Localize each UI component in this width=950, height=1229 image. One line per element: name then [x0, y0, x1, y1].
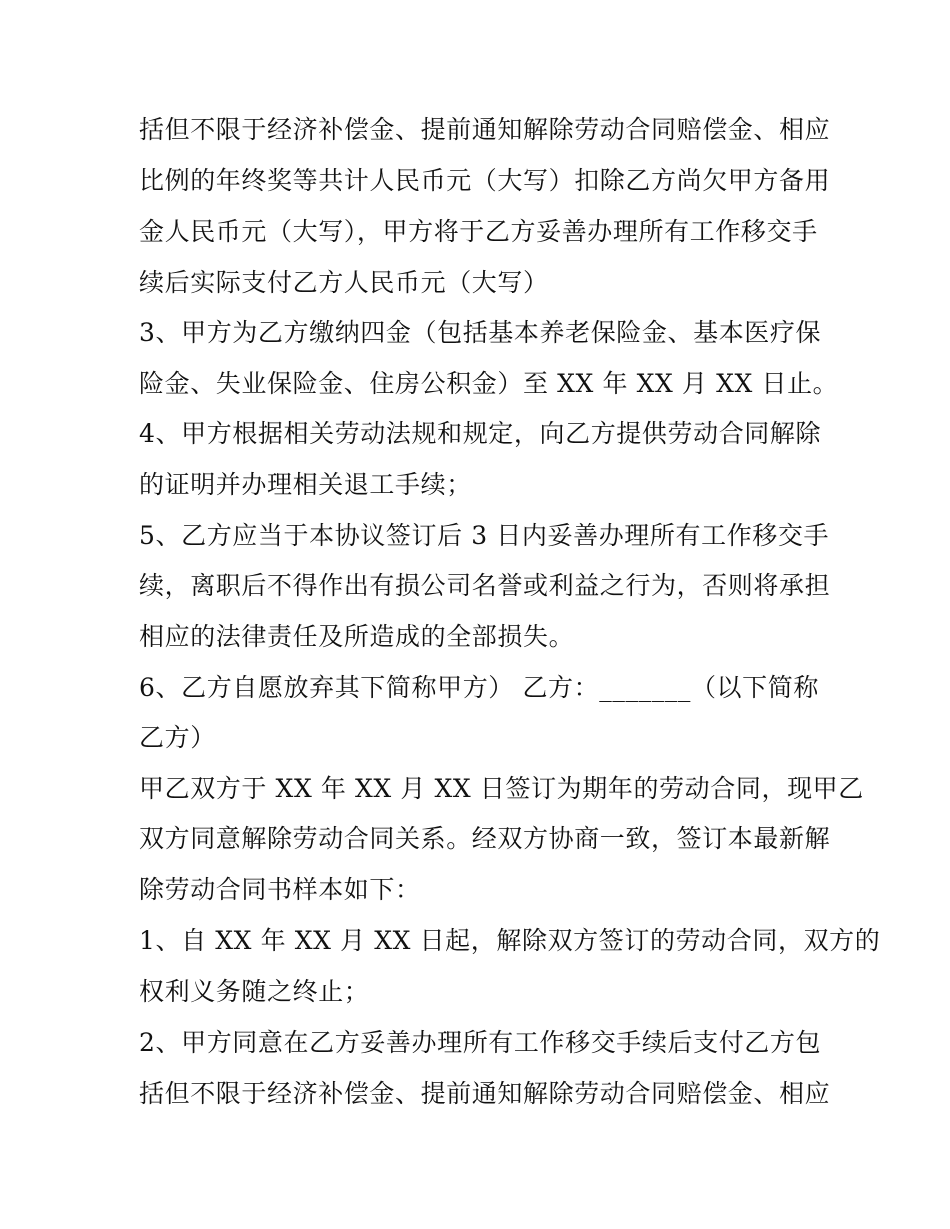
text-line: 险金、失业保险金、住房公积金）至 XX 年 XX 月 XX 日止。 — [139, 369, 839, 398]
text-line: 双方同意解除劳动合同关系。经双方协商一致，签订本最新解 — [139, 824, 831, 853]
text-line: 6、乙方自愿放弃其下简称甲方） 乙方：_______（以下简称 — [139, 673, 819, 702]
text-line: 除劳动合同书样本如下： — [139, 875, 421, 904]
text-line: 续，离职后不得作出有损公司名誉或利益之行为，否则将承担 — [139, 571, 831, 600]
text-line: 的证明并办理相关退工手续； — [139, 470, 472, 499]
text-line: 权利义务随之终止； — [139, 977, 370, 1006]
text-line: 3、甲方为乙方缴纳四金（包括基本养老保险金、基本医疗保 — [139, 318, 822, 347]
text-line: 5、乙方应当于本协议签订后 3 日内妥善办理所有工作移交手 — [139, 521, 830, 550]
text-line: 1、自 XX 年 XX 月 XX 日起，解除双方签订的劳动合同，双方的 — [139, 926, 881, 955]
text-line: 2、甲方同意在乙方妥善办理所有工作移交手续后支付乙方包 — [139, 1028, 822, 1057]
text-line: 括但不限于经济补偿金、提前通知解除劳动合同赔偿金、相应 — [139, 115, 831, 144]
text-line: 4、甲方根据相关劳动法规和规定，向乙方提供劳动合同解除 — [139, 419, 822, 448]
text-line: 续后实际支付乙方人民币元（大写） — [139, 268, 549, 297]
text-line: 金人民币元（大写），甲方将于乙方妥善办理所有工作移交手 — [139, 217, 818, 246]
text-line: 括但不限于经济补偿金、提前通知解除劳动合同赔偿金、相应 — [139, 1079, 831, 1108]
text-line: 相应的法律责任及所造成的全部损失。 — [139, 622, 575, 651]
text-line: 甲乙双方于 XX 年 XX 月 XX 日签订为期年的劳动合同，现甲乙 — [139, 774, 864, 803]
text-line: 比例的年终奖等共计人民币元（大写）扣除乙方尚欠甲方备用 — [139, 166, 831, 195]
text-line: 乙方） — [139, 723, 216, 752]
